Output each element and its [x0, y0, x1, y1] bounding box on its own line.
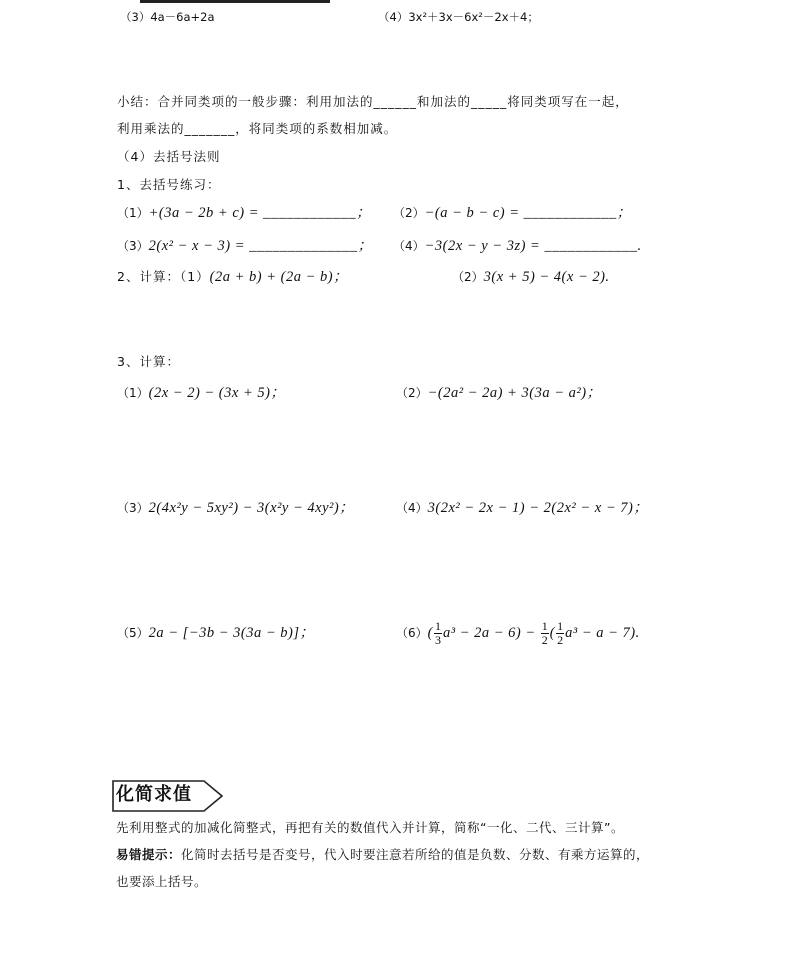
practice-title: 1、去括号练习：: [117, 177, 221, 192]
fraction-one-third: [434, 620, 442, 647]
error-tip: [116, 846, 649, 864]
problem-3: （3）4a－6a+2a: [120, 10, 215, 24]
calc3-q1-expr: (2x − 2) − (3x + 5)；: [148, 385, 286, 401]
practice-q4: [393, 237, 642, 256]
practice-q4-expr: −3(2x − y − 3z) = ____________.: [424, 238, 642, 254]
fraction-denominator: 2: [541, 633, 548, 647]
calc2-q1: [117, 268, 348, 287]
fraction-denominator: 2: [557, 633, 564, 647]
calc3-q4-expr: 3(2x² − 2x − 1) − 2(2x² − x − 7)；: [427, 500, 649, 516]
summary-line-2: 利用乘法的_______，将同类项的系数相加减。: [117, 121, 398, 136]
practice-q2-expr: −(a − b − c) = ____________；: [424, 205, 632, 221]
calc3-q6-part-a: (: [427, 625, 433, 641]
practice-q3: [117, 237, 373, 256]
practice-q3-expr: 2(x² − x − 3) = ______________；: [148, 238, 373, 254]
summary-line-1: 小结：合并同类项的一般步骤：利用加法的______和加法的_____将同类项写在一起，: [117, 94, 629, 109]
calc3-q6-part-b: a³ − 2a − 6) −: [442, 625, 540, 641]
calc3-q6-part-d: a³ − a − 7).: [565, 625, 640, 641]
fraction-numerator: 1: [541, 619, 548, 633]
fraction-numerator: 1: [434, 619, 441, 633]
calc2-q2: [452, 268, 610, 287]
calc3-q6-part-c: (: [549, 625, 556, 641]
calc3-q3-num: （3）: [117, 501, 149, 515]
fraction-one-half: [541, 620, 549, 647]
calc3-q1: [117, 384, 285, 403]
fraction-denominator: 3: [434, 633, 441, 647]
calc3-q3-expr: 2(4x²y − 5xy²) − 3(x²y − 4xy²)；: [148, 500, 355, 516]
calc3-q5-expr: 2a − [−3b − 3(3a − b)]；: [148, 625, 315, 641]
calc3-q6: [396, 616, 640, 650]
calc2-title: 2、计算：（1）: [117, 269, 210, 284]
practice-q1: [117, 204, 371, 223]
fraction-one-half-2: [556, 620, 564, 647]
error-tip-text: 化简时去括号是否变号，代入时要注意若所给的值是负数、分数、有乘方运算的，: [181, 847, 650, 862]
fraction-numerator: 1: [557, 619, 564, 633]
calc3-q4-num: （4）: [396, 501, 428, 515]
calc3-q5-num: （5）: [117, 626, 149, 640]
practice-q2: [393, 204, 632, 223]
calc2-q2-num: （2）: [452, 270, 484, 284]
calc3-q1-num: （1）: [117, 386, 149, 400]
calc3-q5: [117, 624, 314, 643]
calc3-title: 3、计算：: [117, 354, 180, 369]
section-4-title: （4）去括号法则: [117, 149, 221, 164]
simplify-heading: 化简求值: [116, 784, 192, 805]
practice-q3-num: （3）: [117, 239, 149, 253]
practice-q1-expr: +(3a − 2b + c) = ____________；: [148, 205, 372, 221]
error-tip-label: 易错提示：: [116, 847, 182, 862]
practice-q1-num: （1）: [117, 206, 149, 220]
calc3-q3: [117, 499, 354, 518]
calc3-q6-num: （6）: [396, 626, 428, 640]
calc2-q2-expr: 3(x + 5) − 4(x − 2).: [483, 269, 610, 285]
problem-4: （4）3x²＋3x－6x²－2x＋4；: [378, 10, 539, 24]
error-tip-continued: 也要添上括号。: [116, 874, 208, 889]
calc2-q1-expr: (2a + b) + (2a − b)；: [209, 269, 349, 285]
practice-q4-num: （4）: [393, 239, 425, 253]
calc3-q2-num: （2）: [396, 386, 428, 400]
simplify-description: 先利用整式的加减化简整式，再把有关的数值代入并计算，简称“一化、二代、三计算”。: [116, 820, 624, 835]
calc3-q2: [396, 384, 602, 403]
top-cut-border: [140, 0, 330, 3]
practice-q2-num: （2）: [393, 206, 425, 220]
calc3-q2-expr: −(2a² − 2a) + 3(3a − a²)；: [427, 385, 602, 401]
calc3-q4: [396, 499, 648, 518]
